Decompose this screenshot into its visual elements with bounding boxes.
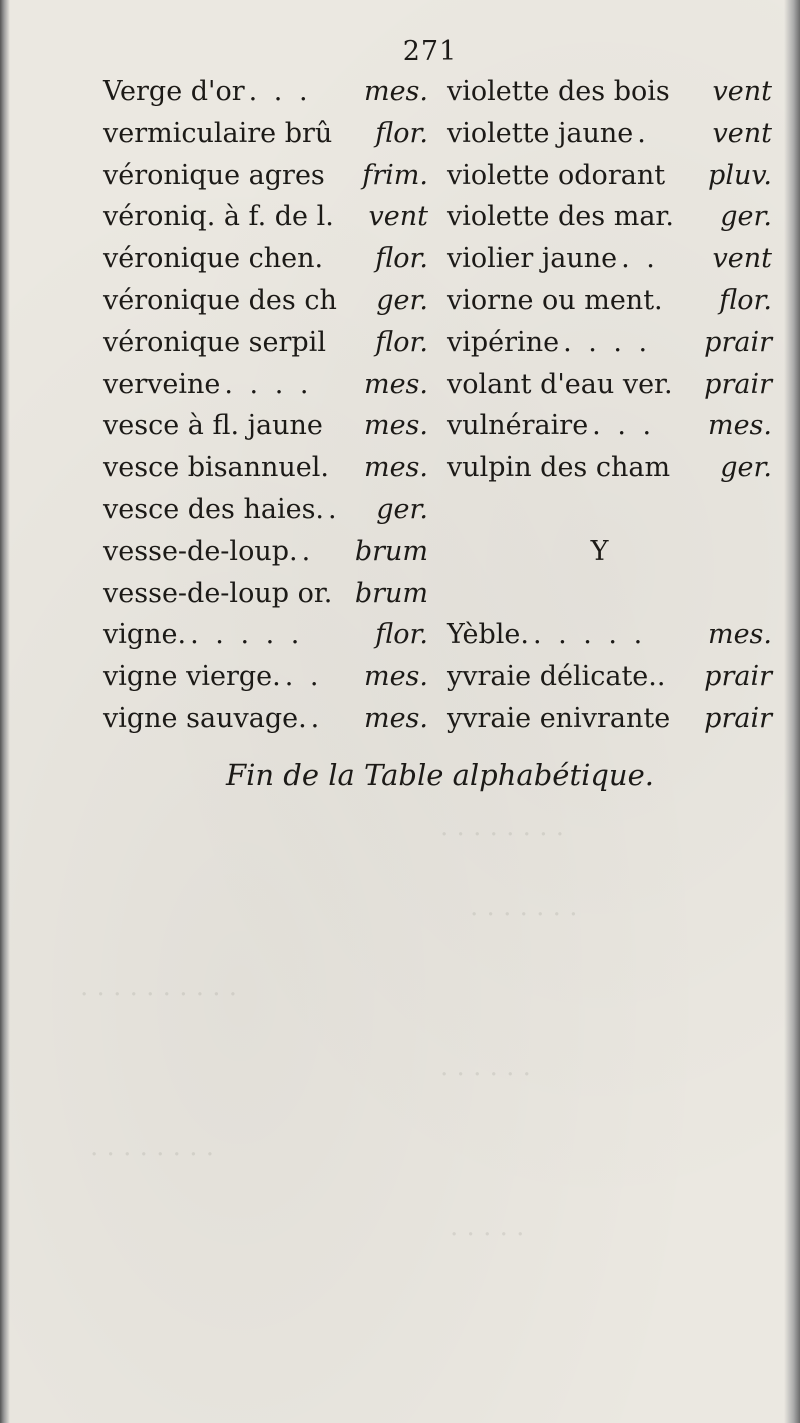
spacer <box>447 578 772 620</box>
index-entry <box>103 494 428 536</box>
entry-tag: mes. <box>363 661 428 693</box>
entry-name: vulpin des cham <box>447 452 671 484</box>
entry-tag: flor. <box>375 326 428 358</box>
entry-tag: flor. <box>375 243 428 275</box>
index-entry <box>447 703 772 745</box>
index-entry <box>103 285 428 327</box>
entry-name: volant d'eau ver. <box>447 368 673 400</box>
index-entry <box>103 536 428 578</box>
entry-tag: ger. <box>376 493 428 525</box>
entry-name: violette des bois <box>447 76 670 107</box>
entry-tag: flor. <box>375 117 428 149</box>
entry-name: véronique chen. <box>103 243 324 275</box>
entry-name: vesce des haies. <box>103 493 325 525</box>
entry-tag: flor. <box>719 284 772 316</box>
index-entry <box>103 369 428 411</box>
bleed-through-ghost: · · · · · · · · <box>90 1140 214 1170</box>
entry-name: vigne sauvage. <box>103 702 307 734</box>
entry-name: véronique agres <box>103 159 325 191</box>
entry-leader: . . . . . <box>190 619 304 651</box>
closing-line: Fin de la Table alphabétique. <box>226 758 654 792</box>
index-entry <box>447 160 772 202</box>
entry-tag: mes. <box>363 410 428 442</box>
entry-name: véronique des ch <box>103 284 337 316</box>
entry-leader: . <box>637 117 650 149</box>
entry-name: yvraie délicate.. <box>447 661 666 693</box>
entry-leader: . . . <box>592 410 656 442</box>
entry-tag: mes. <box>707 410 772 442</box>
entry-tag: flor. <box>375 619 428 651</box>
entry-tag: mes. <box>363 702 428 734</box>
index-entry <box>103 118 428 160</box>
index-entry <box>447 118 772 160</box>
entry-leader: . . . . <box>224 368 313 400</box>
entry-tag: frim. <box>362 159 428 191</box>
index-entry <box>103 703 428 745</box>
entry-tag: vent <box>368 201 428 233</box>
index-entry <box>103 410 428 452</box>
index-entry <box>447 410 772 452</box>
entry-name: viorne ou ment. <box>447 284 663 316</box>
index-entry <box>447 327 772 369</box>
entry-leader: . <box>328 493 341 525</box>
entry-tag: mes. <box>363 452 428 484</box>
entry-tag: ger. <box>376 284 428 316</box>
bleed-through-ghost: · · · · · <box>450 1220 525 1250</box>
entry-leader: . . <box>621 243 659 275</box>
entry-leader: . . <box>284 661 323 693</box>
bleed-through-ghost: · · · · · · · <box>470 900 578 930</box>
entry-name: vigne vierge. <box>103 661 281 693</box>
index-entry <box>447 619 772 661</box>
entry-name: verveine <box>103 368 221 400</box>
entry-leader: . . . <box>248 76 312 107</box>
entry-tag: mes. <box>363 368 428 400</box>
index-entry <box>103 619 428 661</box>
entry-name: Yèble. <box>447 619 529 651</box>
entry-name: Verge d'or <box>103 76 245 107</box>
index-entry <box>447 369 772 411</box>
index-entry <box>103 578 428 620</box>
index-entry <box>103 201 428 243</box>
entry-tag: pluv. <box>708 159 772 191</box>
entry-tag: mes. <box>707 619 772 651</box>
index-entry <box>447 243 772 285</box>
entry-name: vermiculaire brû <box>103 117 333 149</box>
entry-tag: vent <box>712 76 772 107</box>
entry-name: vesce bisannuel. <box>103 452 330 484</box>
index-entry <box>103 661 428 703</box>
index-entry <box>447 661 772 703</box>
entry-name: véroniq. à f. de l. <box>103 201 334 233</box>
bleed-through-ghost: · · · · · · · · · · <box>80 980 238 1010</box>
right-column <box>447 76 772 745</box>
entry-tag: mes. <box>363 76 428 107</box>
entry-name: violette jaune <box>447 117 634 149</box>
index-entry <box>447 452 772 494</box>
entry-tag: vent <box>712 243 772 275</box>
page-left-edge-shadow <box>0 0 10 1423</box>
index-entry <box>103 243 428 285</box>
entry-leader: . <box>301 535 315 567</box>
index-entry <box>103 160 428 202</box>
entry-name: vulnéraire <box>447 410 589 442</box>
entry-tag: prair <box>704 661 772 693</box>
entry-leader: . . . . <box>563 326 652 358</box>
entry-tag: prair <box>704 326 772 358</box>
entry-tag: brum <box>354 577 428 609</box>
index-entry <box>447 76 772 118</box>
entry-tag: ger. <box>720 452 772 484</box>
entry-name: vigne. <box>103 619 187 651</box>
bleed-through-ghost: · · · · · · <box>440 1060 531 1090</box>
entry-name: yvraie enivrante <box>447 702 671 734</box>
index-entry <box>447 201 772 243</box>
index-entry <box>103 327 428 369</box>
entry-name: vesce à fl. jaune <box>103 410 323 442</box>
entry-leader: . . . . . <box>532 619 647 651</box>
entry-tag: brum <box>354 535 428 567</box>
entry-leader: . <box>310 702 324 734</box>
entry-name: vesse-de-loup. <box>103 535 298 567</box>
entry-name: violette odorant <box>447 159 666 191</box>
bleed-through-ghost: · · · · · · · · <box>440 820 564 850</box>
index-entry <box>447 285 772 327</box>
page-right-edge-shadow <box>784 0 800 1423</box>
entry-name: vipérine <box>447 326 560 358</box>
entry-tag: prair <box>704 368 772 400</box>
entry-name: violette des mar. <box>447 201 674 233</box>
entry-tag: vent <box>712 117 772 149</box>
index-entry <box>103 76 428 118</box>
entry-tag: prair <box>704 702 772 734</box>
index-entry <box>103 452 428 494</box>
left-column <box>103 76 428 745</box>
section-letter-heading: Y <box>590 535 609 567</box>
entry-name: vesse-de-loup or. <box>103 577 333 609</box>
spacer <box>447 494 772 536</box>
page-number: 271 <box>402 36 458 67</box>
entry-name: véronique serpil <box>103 326 326 358</box>
entry-name: violier jaune <box>447 243 618 275</box>
entry-tag: ger. <box>720 201 772 233</box>
